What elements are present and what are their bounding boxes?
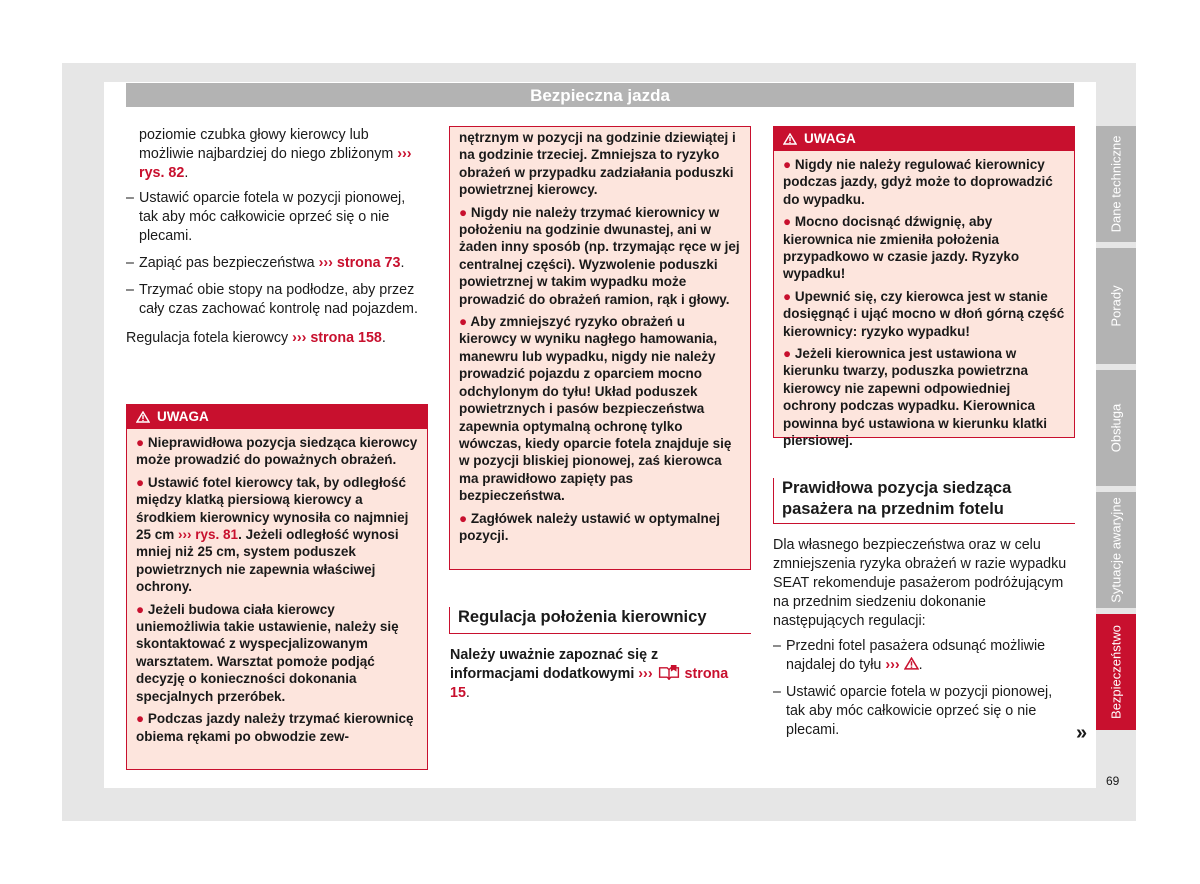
list-item: – Ustawić oparcie fotela w pozycji pionowej, tak aby móc całkowicie oprzeć się o nie plecami. — [773, 683, 1071, 740]
tab-sytuacje-awaryjne[interactable]: Sytuacje awaryjne — [1096, 492, 1136, 608]
warning-label: UWAGA — [157, 409, 209, 424]
warning-bullet: ● Zagłówek należy ustawić w optymalnej pozycji. — [459, 510, 720, 543]
tab-dane-techniczne[interactable]: Dane techniczne — [1096, 126, 1136, 242]
warning-bullet: ● Ustawić fotel kierowcy tak, by odległość między klatką piersiową kierowcy a środkiem kierownicy wynosiła co najmniej 25 cm ››› rys. 81. Jeżeli odległość wynosi mniej niż 25 cm, system poduszek powietrznych nie zapewnia właściwej ochrony. — [136, 474, 409, 595]
page-link[interactable]: ››› strona 158 — [292, 330, 382, 346]
book-icon — [657, 665, 681, 680]
link-arrows[interactable]: ››› — [638, 666, 653, 682]
link-arrows[interactable]: ››› — [885, 657, 900, 673]
section-title: Prawidłowa pozycja siedząca pasażera na przednim fotelu — [773, 478, 1075, 524]
continue-mark: » — [1076, 722, 1088, 744]
paragraph: Dla własnego bezpieczeństwa oraz w celu zmniejszenia ryzyka obrażeń w razie wypadku SEAT rekomenduje pasażerom podróżującym na przednim siedzeniu dokonanie następujących regulacji: — [773, 537, 1067, 629]
page-link[interactable]: strona 15 — [450, 666, 729, 701]
tab-obsluga[interactable]: Obsługa — [1096, 370, 1136, 486]
paragraph: Regulacja fotela kierowcy ››› strona 158. — [126, 330, 386, 346]
chapter-header: Bezpieczna jazda — [126, 83, 1074, 107]
tab-bezpieczenstwo[interactable]: Bezpieczeństwo — [1096, 614, 1136, 730]
warning-triangle-icon — [136, 411, 150, 423]
column-3 — [773, 536, 1071, 740]
warning-body — [774, 151, 1074, 450]
warning-header — [774, 127, 1074, 151]
section-title: Regulacja położenia kierownicy — [449, 607, 751, 634]
warning-bullet: ● Podczas jazdy należy trzymać kierownicę obiema rękami po obwodzie zew- — [136, 711, 414, 744]
list-item: – Trzymać obie stopy na podłodze, aby przez cały czas zachować kontrolę nad pojazdem. — [126, 281, 422, 319]
page-link[interactable]: ››› strona 73 — [318, 255, 401, 271]
warning-bullet: ● Aby zmniejszyć ryzyko obrażeń u kierowcy w wyniku nagłego hamowania, manewru lub wypadku, nigdy nie należy prowadzić pojazdu z oparciem mocno odchylonym do tyłu! Układ poduszek powietrznych i pasów bezpieczeństwa zapewnia optymalną ochronę tylko wówczas, kiedy oparcie fotela znajduje się w pozycji bliskiej pionowej, zaś kierowca ma prawidłowo zapięty pas bezpieczeństwa. — [459, 314, 732, 504]
warning-body — [450, 127, 750, 544]
warning-header — [127, 405, 427, 429]
page-number: 69 — [1106, 774, 1120, 788]
paragraph-continued: poziomie czubka głowy kierowcy lub możliwie najbardziej do niego zbliżonym ››› rys. 82. — [139, 127, 412, 181]
tab-porady[interactable]: Porady — [1096, 248, 1136, 364]
warning-bullet: ● Nieprawidłowa pozycja siedząca kierowcy może prowadzić do poważnych obrażeń. — [136, 435, 418, 468]
column-1 — [126, 126, 422, 348]
warning-triangle-icon[interactable] — [904, 657, 919, 670]
column-2-text — [450, 646, 750, 703]
warning-paragraph: nętrznym w pozycji na godzinie dziewiątej i na godzinie trzeciej. Zmniejsza to ryzyko obrażeń w przypadku zadziałania poduszki powietrznej kierowcy. — [459, 130, 736, 198]
figure-link[interactable]: ››› rys. 81 — [178, 527, 239, 543]
paragraph: Należy uważnie zapoznać się z informacjami dodatkowymi ››› strona 15. — [450, 647, 729, 701]
warning-bullet: ● Jeżeli budowa ciała kierowcy uniemożliwia takie ustawienie, należy się skontaktować z wyspecjalizowanym warsztatem. Warsztat pomoże podjąć decyzję o konieczności dokonania specjalnych przeróbek. — [136, 601, 399, 704]
list-item: – Ustawić oparcie fotela w pozycji pionowej, tak aby móc całkowicie oprzeć się o nie plecami. — [126, 189, 422, 246]
warning-box-continued — [449, 126, 751, 570]
list-item: – Zapiąć pas bezpieczeństwa ››› strona 73. — [126, 254, 422, 273]
figure-link[interactable]: ››› rys. 82 — [139, 146, 412, 181]
warning-box — [773, 126, 1075, 449]
warning-bullet: ● Mocno docisnąć dźwignię, aby kierownica nie zmieniła położenia przypadkowo w czasie jazdy. Ryzyko wypadku! — [783, 214, 1020, 282]
warning-label: UWAGA — [804, 131, 856, 146]
warning-body — [127, 429, 427, 745]
warning-box — [126, 404, 428, 770]
list-item: – Przedni fotel pasażera odsunąć możliwie najdalej do tyłu ››› . — [773, 637, 1071, 675]
warning-bullet: ● Nigdy nie należy trzymać kierownicy w położeniu na godzinie dwunastej, ani w żaden inny sposób (np. trzymając ręce w jej centralnej części). Wyzwolenie poduszki powietrznej w takim wypadku może prowadzić do obrażeń ramion, rąk i głowy. — [459, 204, 740, 307]
warning-bullet: ● Nigdy nie należy regulować kierownicy podczas jazdy, gdyż może to doprowadzić do wypadku. — [783, 157, 1053, 207]
warning-bullet: ● Upewnić się, czy kierowca jest w stanie dosięgnąć i ująć mocno w dłoń górną część kierownicy: ryzyko wypadku! — [783, 288, 1065, 339]
warning-triangle-icon — [783, 133, 797, 145]
warning-bullet: ● Jeżeli kierownica jest ustawiona w kierunku twarzy, poduszka powietrzna kierowcy nie zapewni odpowiedniej ochrony podczas wypadku. Kierownica powinna być ustawiona w kierunku klatki piersiowej. — [783, 346, 1048, 449]
